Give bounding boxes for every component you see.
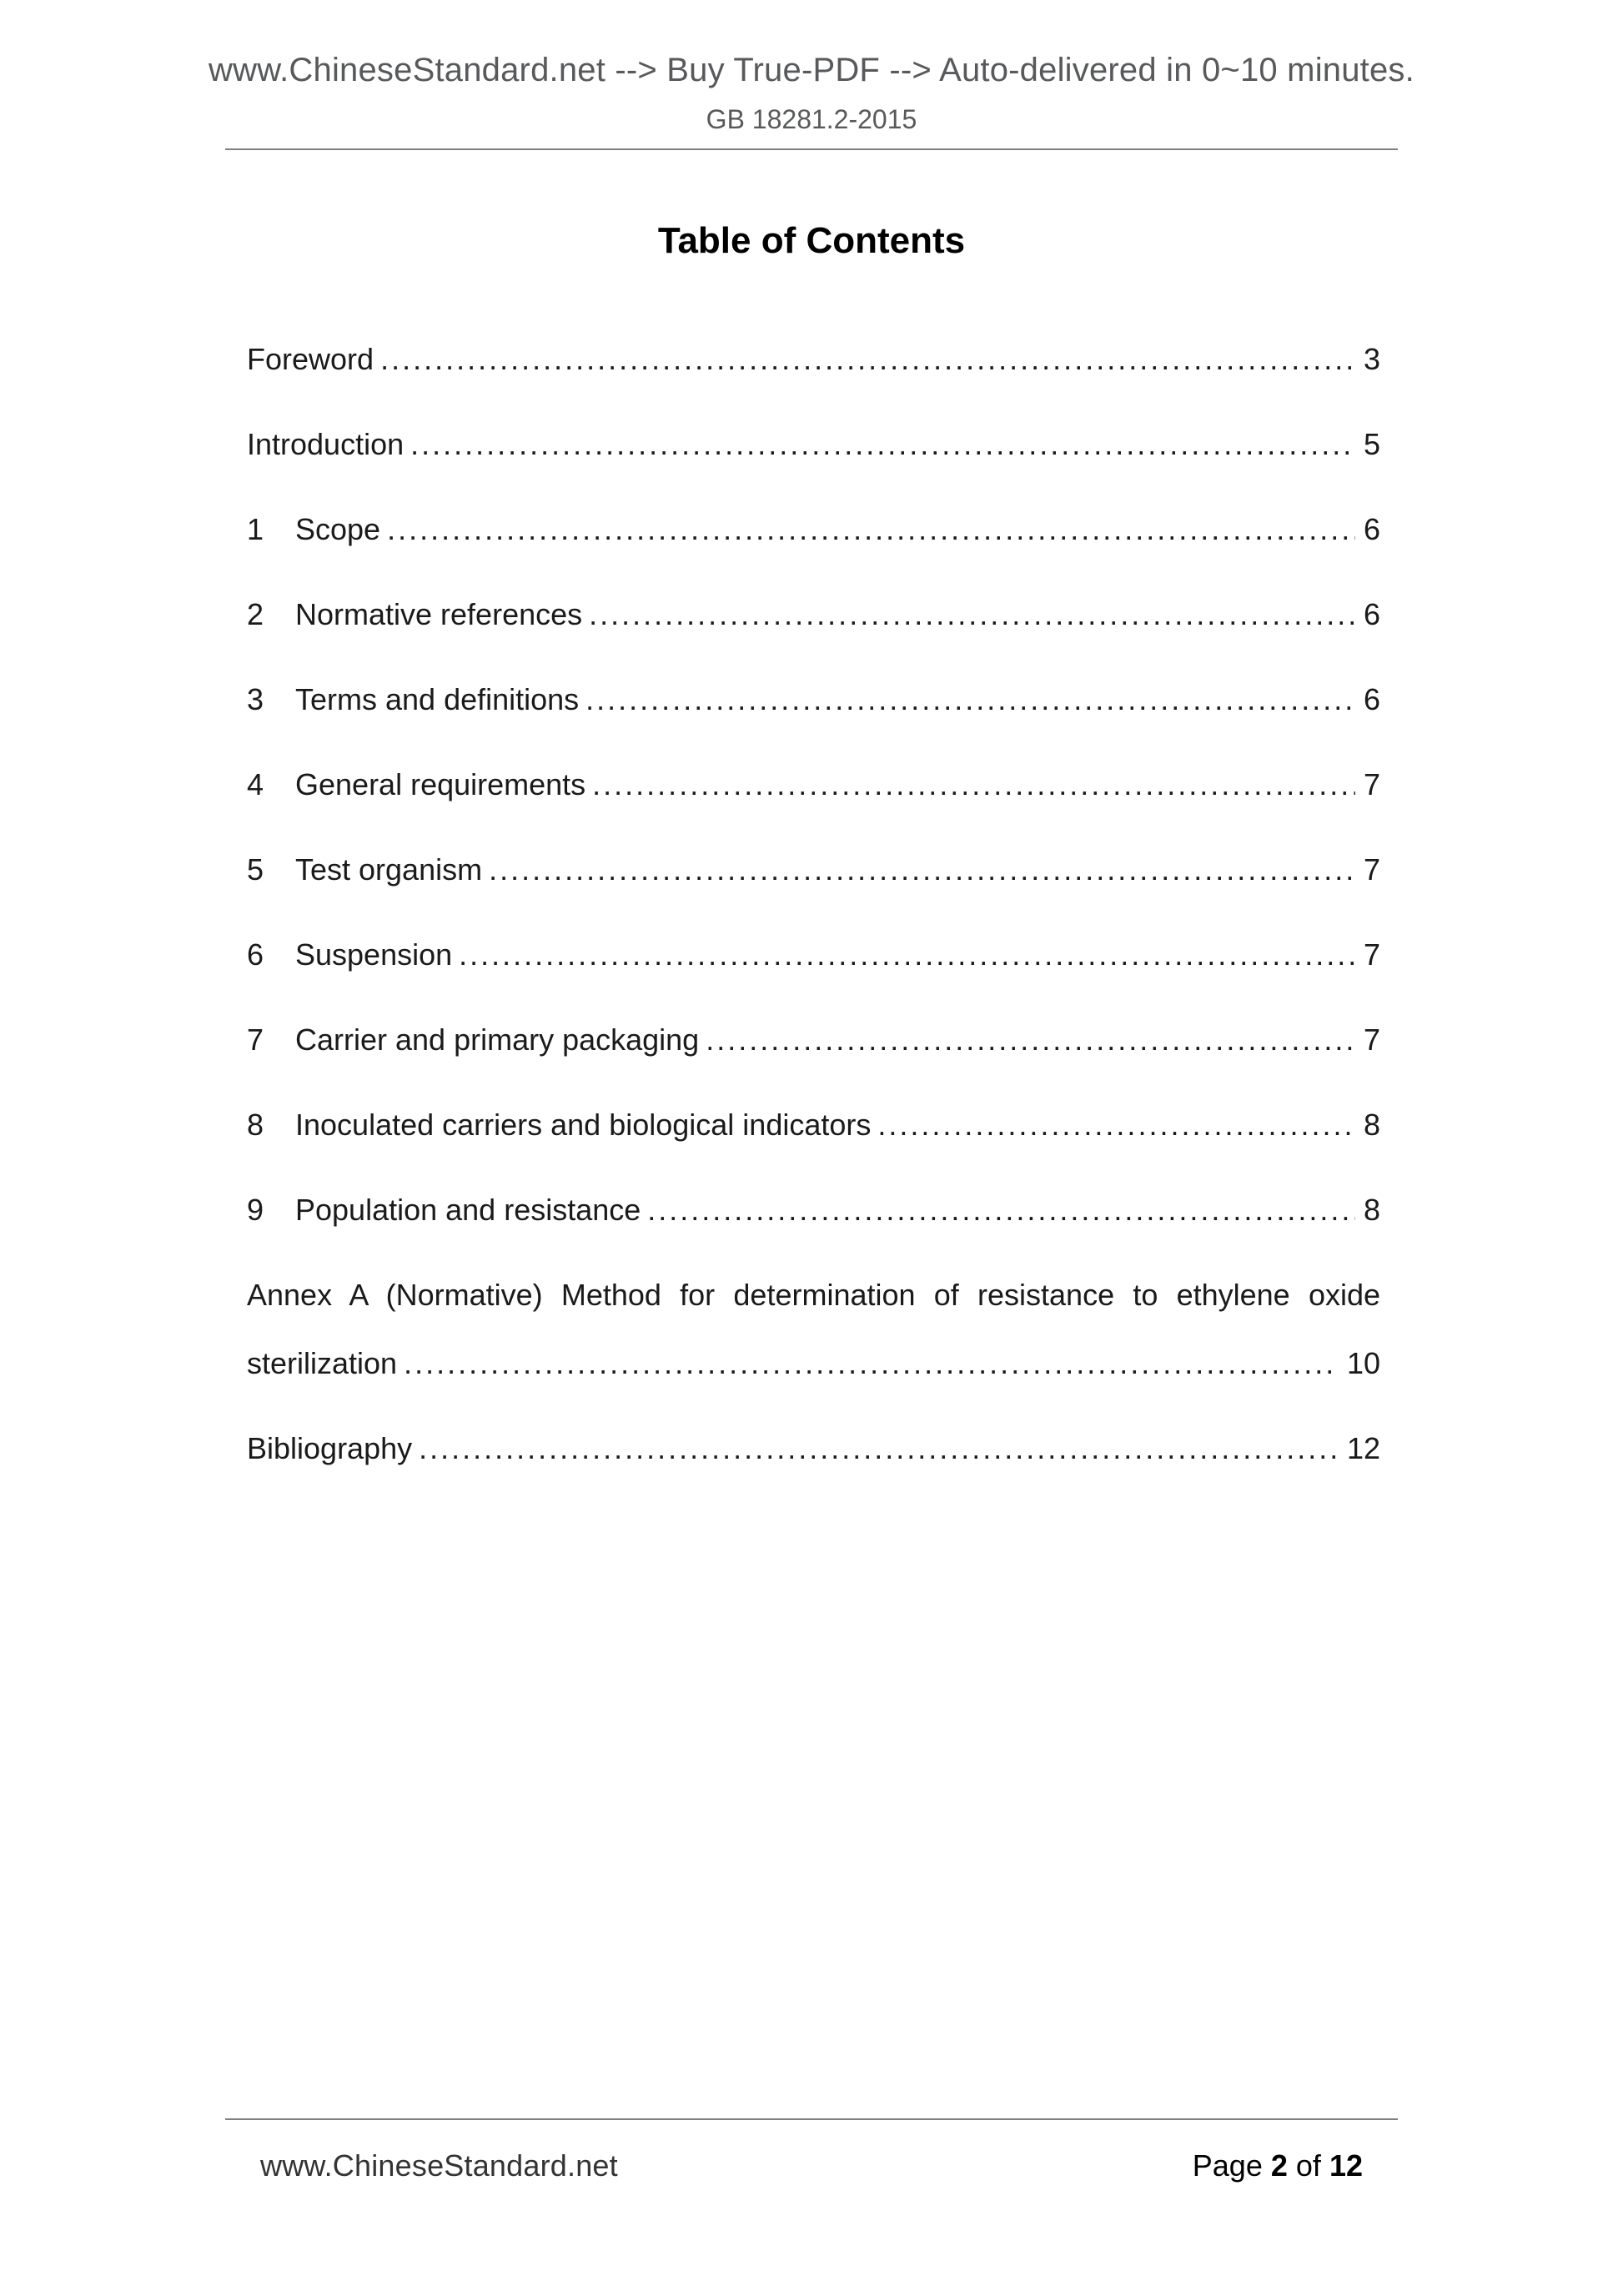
header-divider — [225, 148, 1398, 150]
toc-entry-label: General requirements — [295, 767, 586, 801]
toc-entry-label-line1: Annex A (Normative) Method for determination of resistance to ethylene oxide — [247, 1278, 1380, 1312]
toc-entry-number: 1 — [247, 512, 264, 546]
toc-entry-number: 2 — [247, 597, 264, 631]
footer-page-current: 2 — [1270, 2148, 1288, 2183]
dot-leader — [589, 597, 1355, 632]
toc-entry-page: 7 — [1363, 852, 1380, 887]
toc-entry-page: 8 — [1363, 1193, 1380, 1227]
dot-leader — [459, 937, 1355, 972]
toc-entry-page: 6 — [1363, 597, 1380, 631]
footer-divider — [225, 2118, 1398, 2120]
toc-entry-foreword[interactable] — [247, 342, 1380, 377]
toc-entry-bibliography[interactable] — [247, 1431, 1380, 1466]
page-header — [0, 0, 1623, 150]
header-banner-link[interactable]: www.ChineseStandard.net --> Buy True-PDF --> Auto-delivered in 0~10 minutes. — [209, 52, 1414, 88]
toc-entry-label: Carrier and primary packaging — [295, 1022, 700, 1057]
toc-entry-label: Terms and definitions — [295, 682, 580, 716]
toc-entry-inoculated-carriers[interactable] — [247, 1108, 1380, 1143]
dot-leader — [387, 512, 1355, 547]
toc-entry-normative-references[interactable] — [247, 597, 1380, 632]
toc-entry-label: Foreword — [247, 342, 374, 376]
dot-leader — [419, 1431, 1339, 1466]
footer-page-of: of — [1295, 2148, 1321, 2183]
toc-entry-page: 12 — [1346, 1431, 1380, 1465]
toc-entry-label: Scope — [295, 512, 381, 546]
footer-page-total: 12 — [1329, 2148, 1363, 2183]
dot-leader — [404, 1346, 1339, 1381]
toc-entry-page: 7 — [1363, 1022, 1380, 1057]
dot-leader — [380, 342, 1355, 377]
toc-entry-page: 10 — [1346, 1346, 1380, 1380]
toc-entry-number: 6 — [247, 937, 264, 972]
toc-entry-number: 3 — [247, 682, 264, 716]
toc-entry-general-requirements[interactable] — [247, 767, 1380, 802]
toc-entry-number: 8 — [247, 1108, 264, 1142]
footer-page-prefix: Page — [1192, 2148, 1263, 2183]
toc-entry-label: Normative references — [295, 597, 583, 631]
toc-entry-number: 4 — [247, 767, 264, 801]
toc-entry-scope[interactable] — [247, 512, 1380, 547]
footer-site-link[interactable]: www.ChineseStandard.net — [260, 2148, 618, 2183]
toc-entry-population-and-resistance[interactable] — [247, 1193, 1380, 1228]
toc-entry-carrier-and-primary-packaging[interactable] — [247, 1022, 1380, 1058]
dot-leader — [706, 1022, 1355, 1058]
toc-entry-label: Test organism — [295, 852, 483, 887]
toc-entry-label: Inoculated carriers and biological indicators — [295, 1108, 872, 1142]
toc-entry-page: 5 — [1363, 427, 1380, 461]
dot-leader — [585, 682, 1355, 717]
toc-entry-page: 7 — [1363, 937, 1380, 972]
toc-entry-page: 6 — [1363, 682, 1380, 716]
toc-entry-number: 5 — [247, 852, 264, 887]
dot-leader — [647, 1193, 1355, 1228]
toc-entry-label-line2: sterilization — [247, 1346, 398, 1380]
footer-page-indicator — [1193, 2148, 1363, 2183]
toc-entry-test-organism[interactable] — [247, 852, 1380, 887]
table-of-contents — [0, 342, 1623, 1466]
toc-entry-page: 3 — [1363, 342, 1380, 376]
toc-entry-label: Bibliography — [247, 1431, 413, 1465]
toc-entry-label: Population and resistance — [295, 1193, 641, 1227]
toc-entry-introduction[interactable] — [247, 427, 1380, 462]
page-title: Table of Contents — [657, 220, 966, 261]
toc-entry-label: Suspension — [295, 937, 453, 972]
toc-entry-label: Introduction — [247, 427, 404, 461]
doc-number: GB 18281.2-2015 — [706, 104, 917, 134]
dot-leader — [489, 852, 1355, 887]
toc-entry-page: 7 — [1363, 767, 1380, 801]
toc-entry-annex-a[interactable] — [247, 1278, 1380, 1381]
toc-entry-page: 6 — [1363, 512, 1380, 546]
page-footer — [225, 2118, 1398, 2183]
toc-entry-number: 7 — [247, 1022, 264, 1057]
toc-entry-number: 9 — [247, 1193, 264, 1227]
dot-leader — [592, 767, 1355, 802]
toc-entry-page: 8 — [1363, 1108, 1380, 1142]
dot-leader — [410, 427, 1355, 462]
toc-entry-terms-and-definitions[interactable] — [247, 682, 1380, 717]
dot-leader — [877, 1108, 1355, 1143]
toc-entry-suspension[interactable] — [247, 937, 1380, 972]
